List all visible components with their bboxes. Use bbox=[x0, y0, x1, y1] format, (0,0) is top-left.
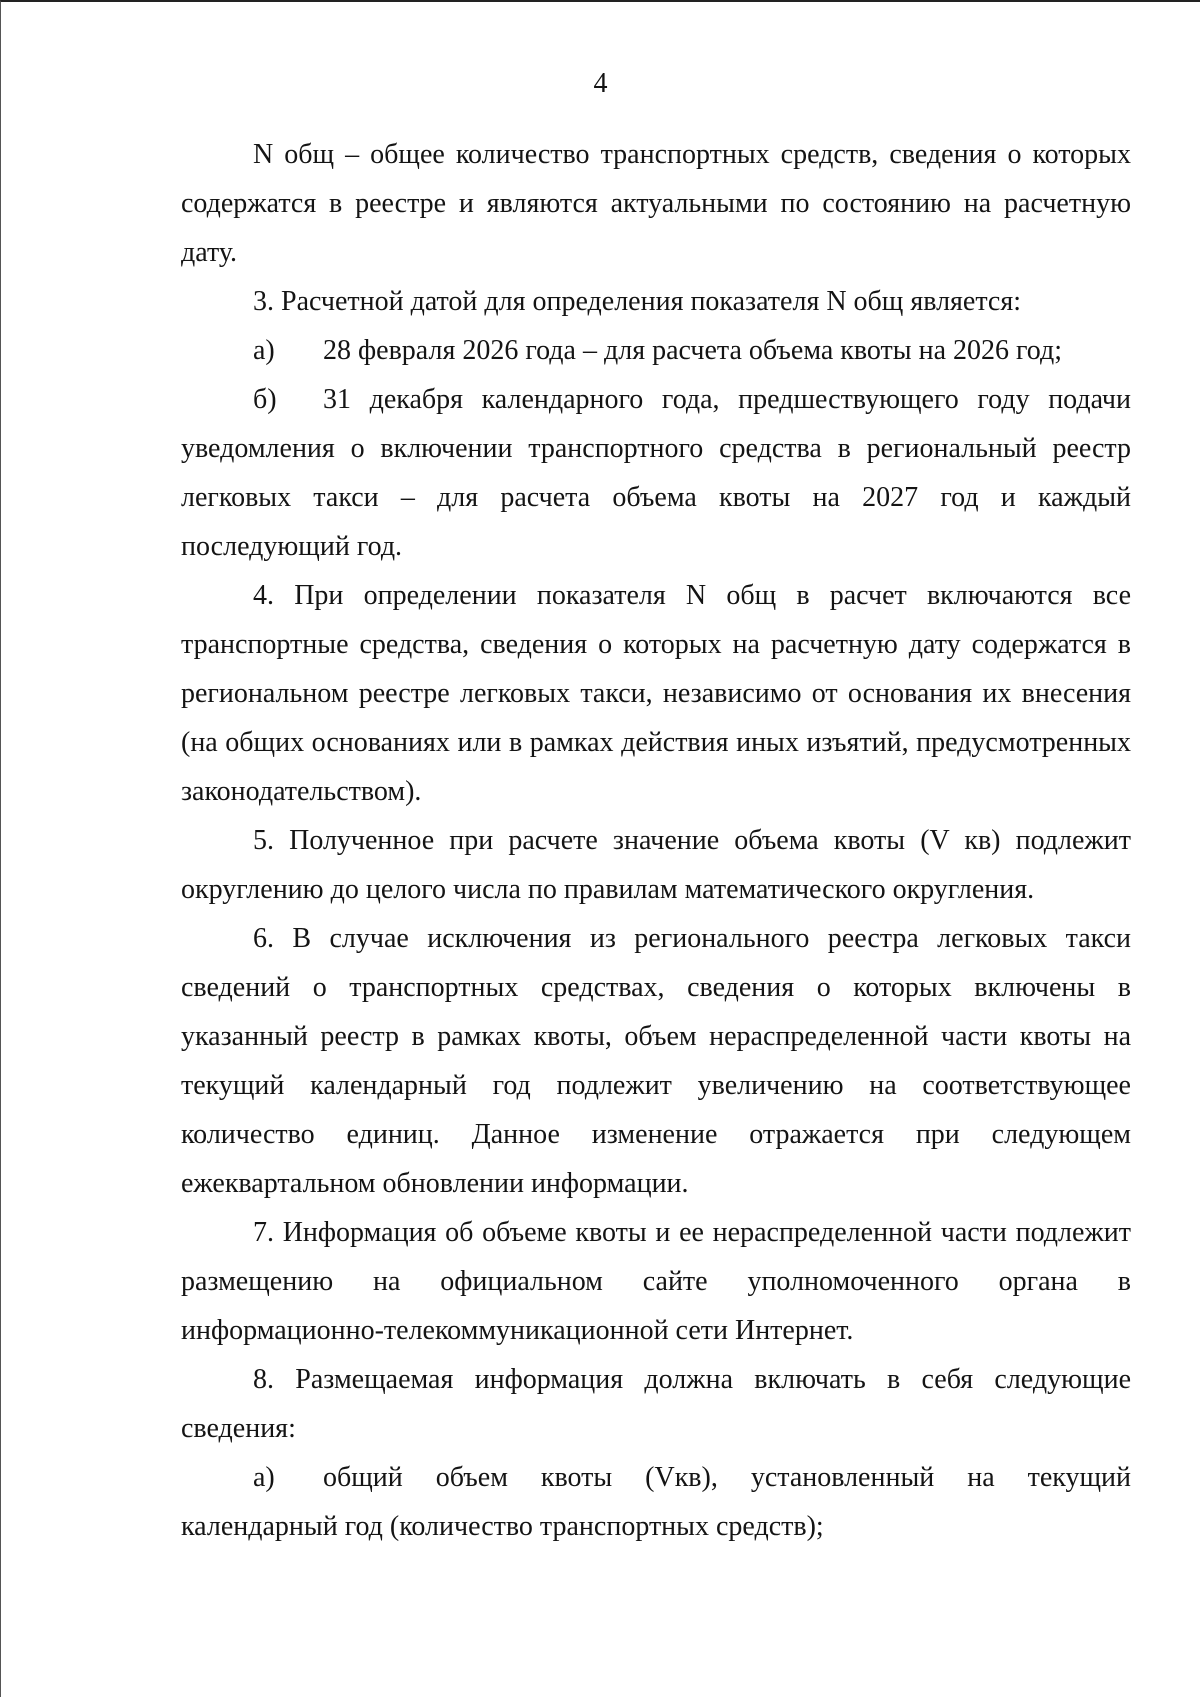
list-item-3a bbox=[181, 326, 1131, 375]
list-marker: а) bbox=[253, 1462, 275, 1493]
paragraph-definition-n-total: N общ – общее количество транспортных средств, сведения о которых содержатся в реестре и являются актуальными по состоянию на расчетную дату. bbox=[181, 139, 1131, 268]
list-item-text: 28 февраля 2026 года – для расчета объема квоты на 2026 год; bbox=[323, 335, 1063, 366]
document-body bbox=[181, 130, 1131, 1551]
paragraph-5: 5. Полученное при расчете значение объема квоты (V кв) подлежит округлению до целого числа по правилам математического округления. bbox=[181, 825, 1131, 905]
list-marker: а) bbox=[253, 335, 275, 366]
list-item-text: 31 декабря календарного года, предшествующего году подачи уведомления о включении транспортного средства в региональный реестр легковых такси – для расчета объема квоты на 2027 год и каждый последующий год. bbox=[181, 384, 1131, 562]
page-number: 4 bbox=[593, 68, 608, 99]
paragraph-4: 4. При определении показателя N общ в расчет включаются все транспортные средства, сведения о которых на расчетную дату содержатся в региональном реестре легковых такси, независимо от основания их внесения (на общих основаниях или в рамках действия иных изъятий, предусмотренных законодательством). bbox=[181, 580, 1131, 807]
list-item-text: общий объем квоты (Vкв), установленный на текущий календарный год (количество транспортных средств); bbox=[181, 1462, 1131, 1542]
paragraph-7: 7. Информация об объеме квоты и ее нераспределенной части подлежит размещению на официальном сайте уполномоченного органа в информационно-телекоммуникационной сети Интернет. bbox=[181, 1217, 1131, 1346]
paragraph-3: 3. Расчетной датой для определения показателя N общ является: bbox=[253, 286, 1022, 317]
list-item-8a bbox=[181, 1453, 1131, 1551]
list-marker: б) bbox=[253, 384, 277, 415]
paragraph-6: 6. В случае исключения из регионального реестра легковых такси сведений о транспортных средствах, сведения о которых включены в указанный реестр в рамках квоты, объем нераспределенной части квоты на текущий календарный год подлежит увеличению на соответствующее количество единиц. Данное изменение отражается при следующем ежеквартальном обновлении информации. bbox=[181, 923, 1131, 1199]
list-item-3b bbox=[181, 375, 1131, 571]
paragraph-8: 8. Размещаемая информация должна включать в себя следующие сведения: bbox=[181, 1364, 1131, 1444]
